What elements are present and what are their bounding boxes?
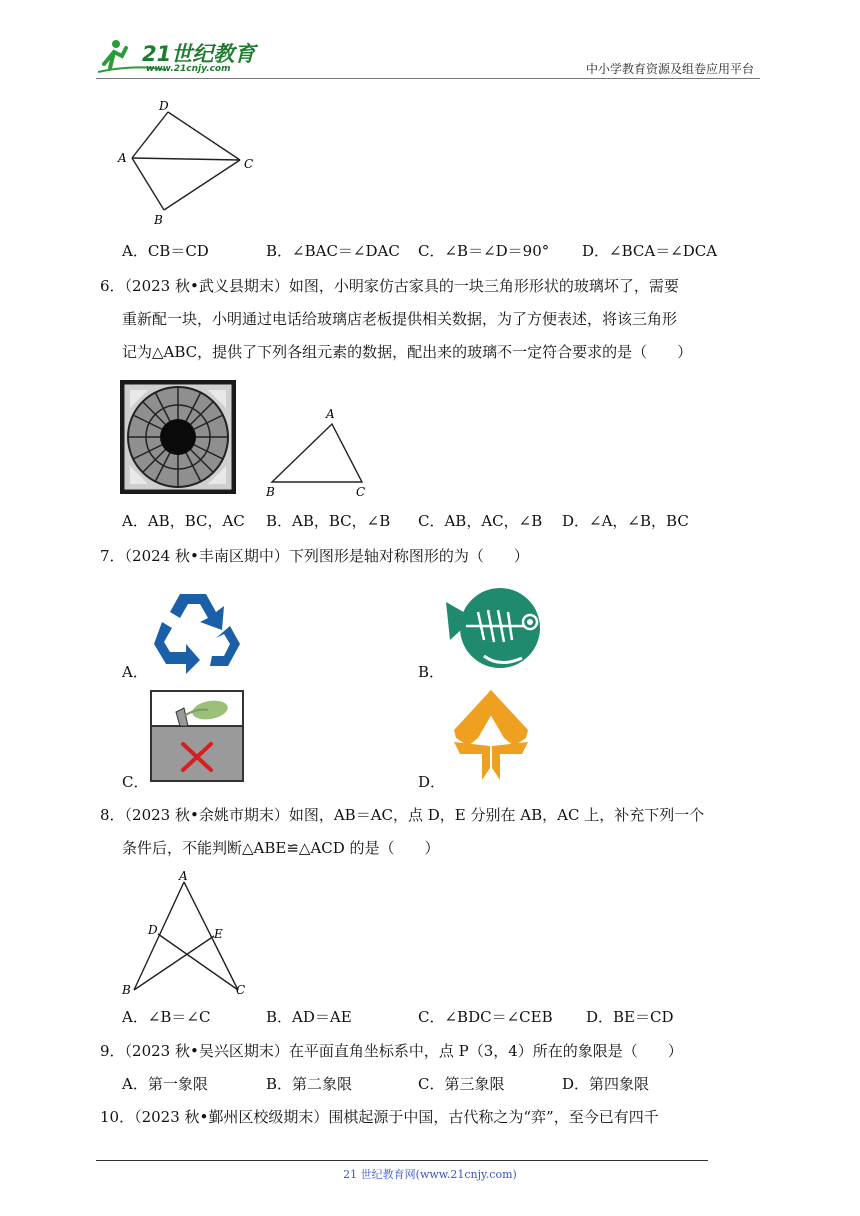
header-platform-text: 中小学教育资源及组卷应用平台 (585, 62, 754, 76)
q5-label-b: B (154, 213, 163, 227)
q8-seg-cd (158, 934, 238, 990)
logo-url: www.21cnjy.com (146, 64, 231, 74)
q7-option-b-letter[interactable]: B． (418, 663, 445, 681)
q6-label-b: B (266, 485, 275, 499)
q7-option-a-letter[interactable]: A． (122, 663, 148, 681)
q8-option-c[interactable]: C．∠BDC＝∠CEB (418, 1008, 553, 1026)
q8-triangle-figure (118, 868, 250, 998)
q9-option-b[interactable]: B．第二象限 (266, 1075, 353, 1093)
q8-option-a[interactable]: A．∠B＝∠C (122, 1008, 211, 1026)
site-logo (96, 34, 266, 80)
q8-text-line-2: 条件后，不能判断△ABE≌△ACD 的是（ ） (122, 839, 440, 857)
q8-text-line-1: 8．（2023 秋•余姚市期末）如图，AB＝AC，点 D，E 分别在 AB，AC 上，补充下列一个 (100, 806, 705, 824)
logo-text: 21世纪教育 (142, 42, 256, 66)
q5-label-d: D (159, 99, 169, 113)
q6-option-b[interactable]: B．AB，BC，∠B (266, 512, 391, 530)
q6-option-c[interactable]: C．AB，AC，∠B (418, 512, 543, 530)
q5-seg-dc (168, 112, 240, 160)
no-litter-sign-icon[interactable] (150, 690, 244, 782)
q10-text-line: 10．（2023 秋•鄞州区校级期末）围棋起源于中国，古代称之为“弈”，至今已有四千 (100, 1108, 659, 1126)
q5-seg-ac (132, 158, 240, 160)
q6-label-c: C (356, 485, 366, 499)
q6-text-line-2: 重新配一块，小明通过电话给玻璃店老板提供相关数据，为了方便表述，将该三角形 (122, 310, 678, 328)
q6-option-d[interactable]: D．∠A，∠B，BC (562, 512, 689, 530)
q9-option-a[interactable]: A．第一象限 (122, 1075, 208, 1093)
footer-site-link[interactable]: 21 世纪教育网(www.21cnjy.com) (343, 1168, 517, 1181)
q5-label-a: A (118, 151, 127, 165)
q5-kite-figure (110, 96, 270, 236)
q6-triangle-figure (262, 404, 378, 500)
orange-arrows-icon[interactable] (450, 690, 532, 786)
q5-option-a[interactable]: A．CB＝CD (122, 242, 209, 260)
q6-text-line-1: 6．（2023 秋•武义县期末）如图，小明家仿古家具的一块三角形形状的玻璃坏了，需要 (100, 277, 679, 295)
q5-option-c[interactable]: C．∠B＝∠D＝90° (418, 242, 550, 260)
q8-seg-ac (184, 882, 238, 990)
q5-seg-ad (132, 112, 168, 158)
q9-option-c[interactable]: C．第三象限 (418, 1075, 505, 1093)
q6-label-a: A (326, 407, 335, 421)
q5-seg-ab (132, 158, 164, 210)
q7-option-d-letter[interactable]: D． (418, 773, 446, 791)
recycle-icon[interactable] (150, 586, 242, 674)
q8-label-b: B (122, 983, 131, 997)
q8-option-d[interactable]: D．BE＝CD (586, 1008, 674, 1026)
q8-label-e: E (214, 927, 223, 941)
footer-divider (96, 1160, 708, 1161)
q7-text-line: 7．（2024 秋•丰南区期中）下列图形是轴对称图形的为（ ） (100, 547, 529, 565)
q6-glass-window-image (120, 380, 236, 494)
q7-option-c-letter[interactable]: C． (122, 773, 149, 791)
q8-label-a: A (179, 869, 188, 883)
q8-option-b[interactable]: B．AD＝AE (266, 1008, 352, 1026)
q8-label-d: D (148, 923, 158, 937)
q8-label-c: C (236, 983, 246, 997)
q6-option-a[interactable]: A．AB，BC，AC (122, 512, 245, 530)
q6-text-line-3: 记为△ABC，提供了下列各组元素的数据，配出来的玻璃不一定符合要求的是（ ） (122, 343, 693, 361)
q5-option-b[interactable]: B．∠BAC＝∠DAC (266, 242, 400, 260)
q5-label-c: C (244, 157, 254, 171)
fish-skeleton-icon[interactable] (444, 582, 552, 676)
q5-seg-bc (164, 160, 240, 210)
q5-option-d[interactable]: D．∠BCA＝∠DCA (582, 242, 718, 260)
q9-option-d[interactable]: D．第四象限 (562, 1075, 650, 1093)
header-divider (96, 78, 760, 79)
q9-text-line: 9．（2023 秋•吴兴区期末）在平面直角坐标系中，点 P（3，4）所在的象限是（ ） (100, 1042, 683, 1060)
